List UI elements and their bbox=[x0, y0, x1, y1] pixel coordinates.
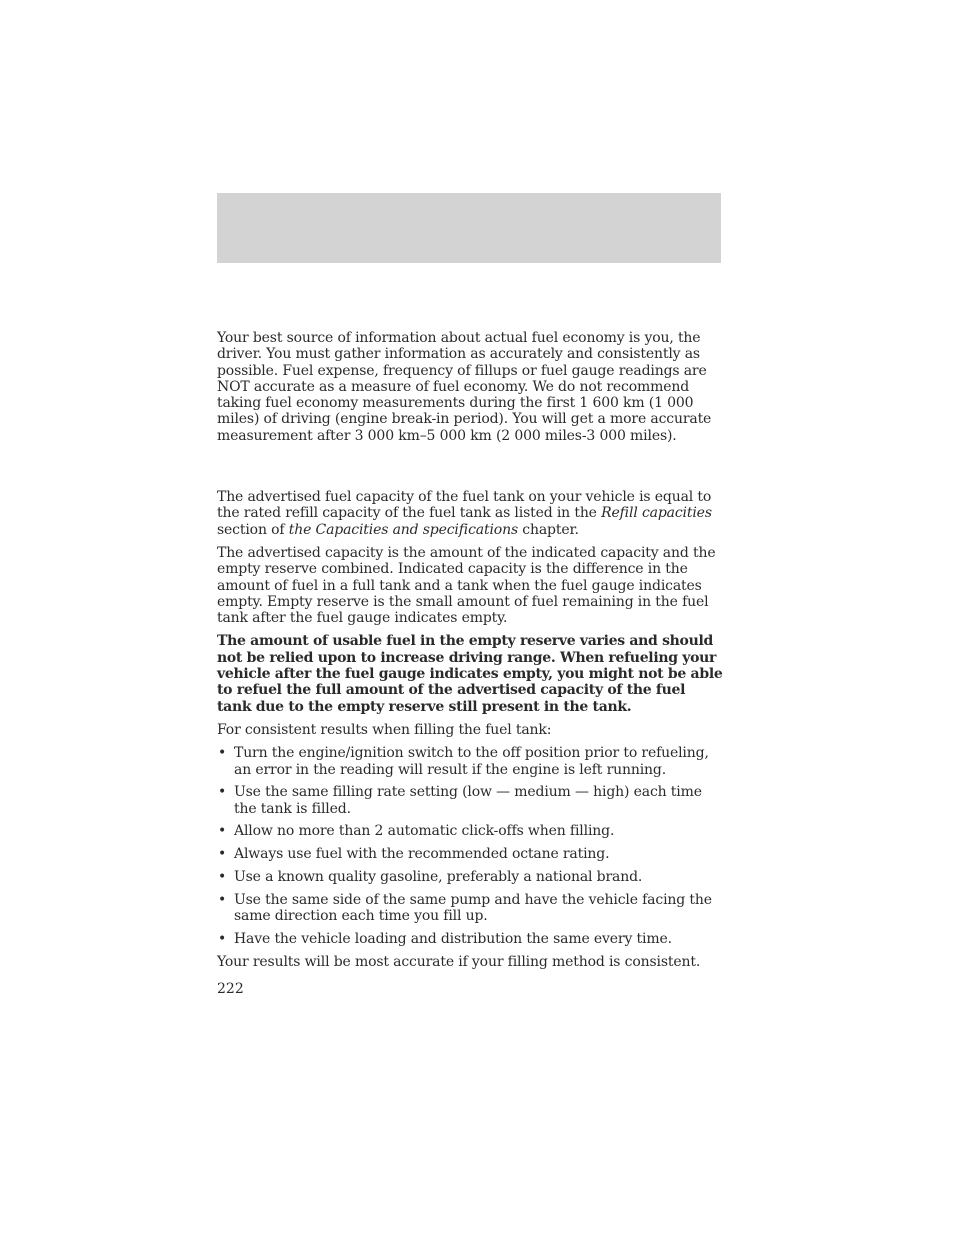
bullet-icon: • bbox=[218, 891, 227, 908]
list-item bbox=[217, 784, 723, 817]
list-item bbox=[217, 745, 723, 778]
list-item-text: Always use fuel with the recommended octane rating. bbox=[234, 846, 610, 863]
list-item-text: Use the same side of the same pump and have the vehicle facing the same direction each time you fill up. bbox=[234, 891, 712, 925]
list-item bbox=[217, 846, 723, 862]
page-number: 222 bbox=[217, 981, 244, 997]
list-item-text: Allow no more than 2 automatic click-offs when filling. bbox=[234, 823, 615, 840]
fuel-capacity-paragraph bbox=[217, 489, 723, 538]
empty-reserve-warning: The amount of usable fuel in the empty reserve varies and should not be relied upon to increase driving range. When refueling your vehicle after the fuel gauge indicates empty, you might not be able to refuel the full amount of the advertised capacity of the fuel tank due to the empty reserve still present in the tank. bbox=[217, 633, 723, 715]
text-run: chapter. bbox=[517, 521, 579, 538]
bullet-icon: • bbox=[218, 930, 227, 947]
text-run: The advertised fuel capacity of the fuel tank on your vehicle is equal to the rated refill capacity of the fuel tank as listed in the bbox=[217, 489, 712, 522]
list-item bbox=[217, 931, 723, 947]
filling-tips-list bbox=[217, 745, 723, 947]
text-run: section of bbox=[217, 521, 289, 538]
list-item-text: Have the vehicle loading and distribution the same every time. bbox=[234, 930, 672, 947]
bullet-icon: • bbox=[218, 745, 227, 762]
bullet-icon: • bbox=[218, 846, 227, 863]
list-item-text: Turn the engine/ignition switch to the off position prior to refueling, an error in the reading will result if the engine is left running. bbox=[234, 745, 709, 778]
section-gap bbox=[217, 451, 723, 489]
list-item bbox=[217, 892, 723, 925]
list-item-text: Use a known quality gasoline, preferably a national brand. bbox=[234, 869, 643, 886]
advertised-capacity-paragraph: The advertised capacity is the amount of the indicated capacity and the empty reserve combined. Indicated capacity is the difference in the amount of fuel in a full tank and a tank when the fuel gauge indicates empty. Empty reserve is the small amount of fuel remaining in the fuel tank after the fuel gauge indicates empty. bbox=[217, 544, 716, 627]
page-content bbox=[217, 330, 723, 977]
list-item bbox=[217, 869, 723, 885]
capacities-chapter-reference: the Capacities and specifications bbox=[288, 521, 518, 538]
bullet-icon: • bbox=[218, 869, 227, 886]
bullet-icon: • bbox=[218, 784, 227, 801]
header-band bbox=[217, 193, 721, 263]
closing-paragraph: Your results will be most accurate if your filling method is consistent. bbox=[217, 953, 701, 970]
refill-capacities-reference: Refill capacities bbox=[601, 505, 712, 522]
fuel-economy-paragraph: Your best source of information about actual fuel economy is you, the driver. You must gather information as accurately and consistently as possible. Fuel expense, frequency of fillups or fuel gauge readings are NOT accurate as a measure of fuel economy. We do not recommend taking fuel economy measurements during the first 1 600 km (1 000 miles) of driving (engine break-in period). You will get a more accurate measurement after 3 000 km–5 000 km (2 000 miles-3 000 miles). bbox=[217, 330, 712, 444]
list-item-text: Use the same filling rate setting (low — medium — high) each time the tank is filled. bbox=[234, 784, 702, 817]
list-item bbox=[217, 823, 723, 839]
consistent-results-intro: For consistent results when filling the fuel tank: bbox=[217, 721, 552, 738]
bullet-icon: • bbox=[218, 823, 227, 840]
